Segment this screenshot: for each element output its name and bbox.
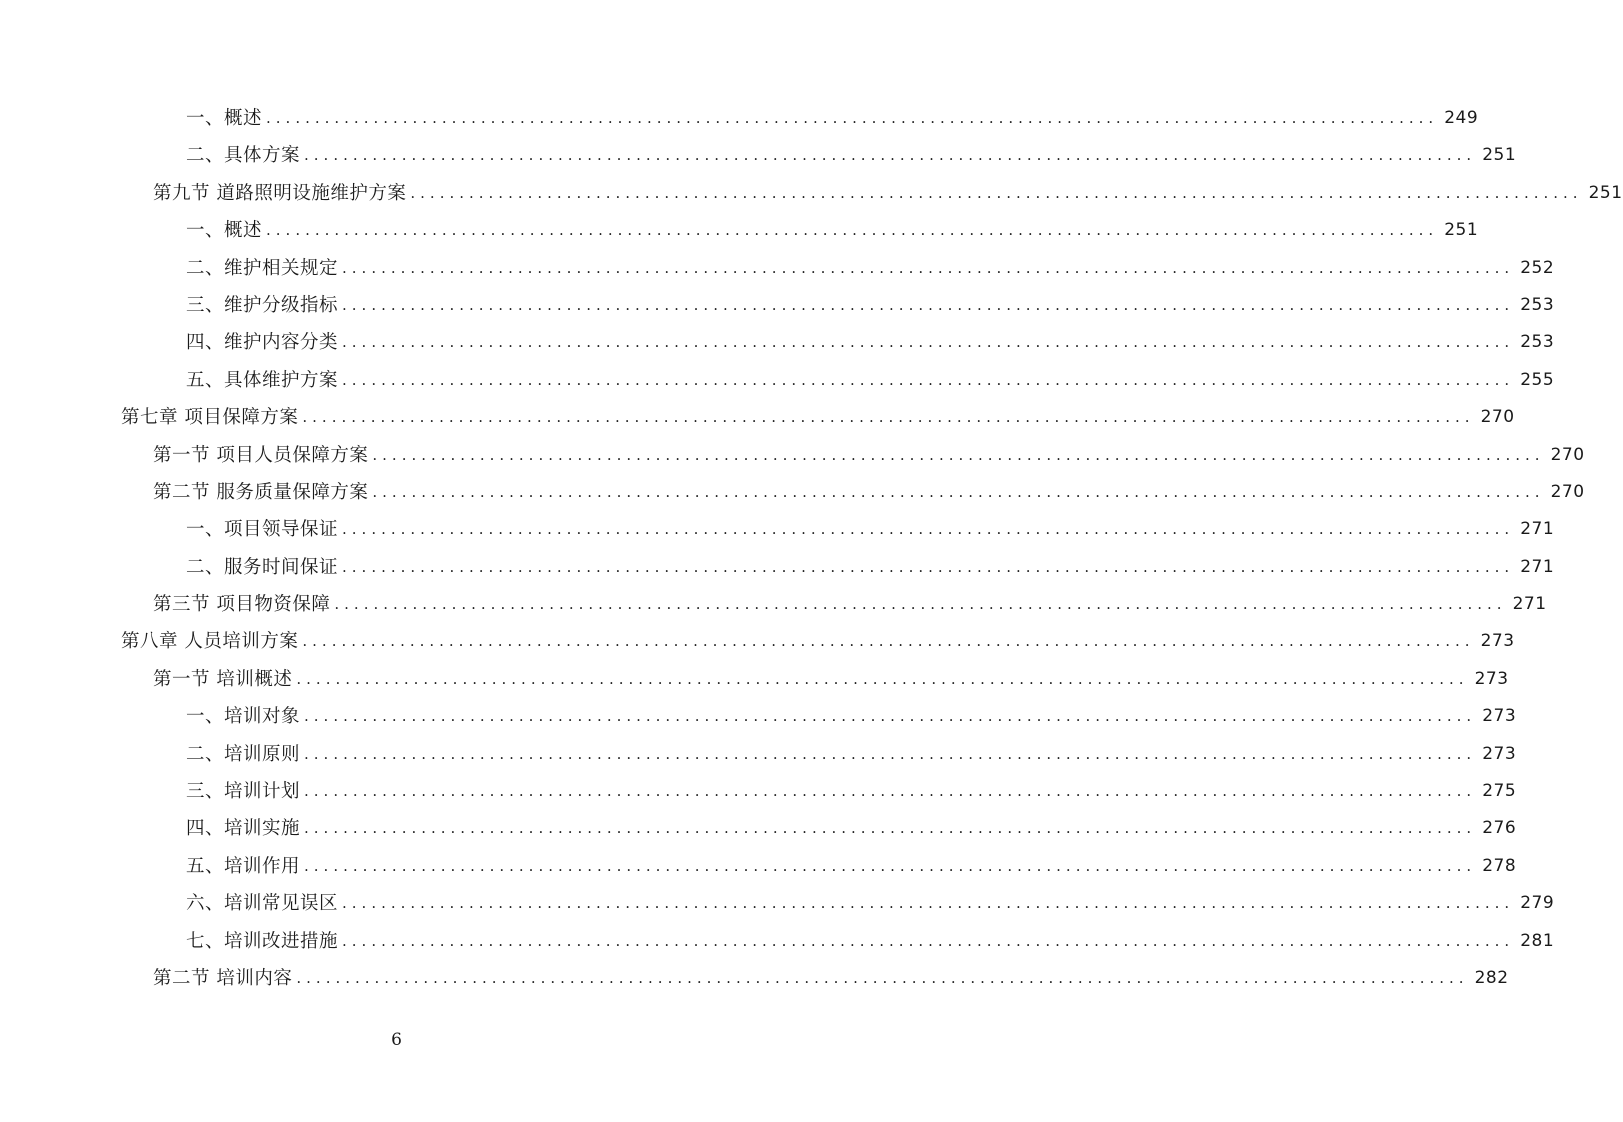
toc-entry-title: 三、维护分级指标 [186,294,339,316]
toc-entry-page-number: 251 [1588,182,1623,203]
toc-entry[interactable] [0,100,1479,137]
toc-entry-line [186,736,1517,773]
toc-entry-page-number: 282 [1474,967,1509,988]
toc-entry-page-number: 251 [1482,145,1517,166]
toc-entry-line [153,474,1585,511]
toc-entry-title: 一、概述 [186,108,263,129]
toc-dot-leader: ........................................................................................................................ [302,408,1475,427]
toc-entry-line [186,100,1479,137]
toc-dot-leader: ........................................................................................................................ [334,595,1507,614]
toc-entry[interactable] [0,324,1555,361]
toc-dot-leader: ........................................................................................................................ [304,707,1477,726]
toc-entry[interactable] [0,362,1555,399]
toc-entry[interactable] [0,885,1555,922]
toc-entry-line [153,661,1509,698]
toc-entry[interactable] [0,923,1555,960]
toc-entry-line [186,885,1555,922]
toc-entry-page-number: 276 [1482,818,1517,839]
toc-entry-line [186,212,1479,249]
toc-entry-line [186,549,1555,586]
toc-entry[interactable] [0,511,1555,548]
toc-entry-title: 四、维护内容分类 [186,332,339,354]
toc-dot-leader: ........................................................................................................................ [342,258,1515,277]
toc-entry-page-number: 249 [1444,108,1479,128]
toc-entry-page-number: 253 [1520,332,1555,353]
toc-dot-leader: ........................................................................................................................ [342,557,1515,576]
toc-dot-leader: ........................................................................................................................ [372,445,1545,464]
toc-entry-title: 第一节 培训概述 [153,668,293,690]
toc-entry-line [121,399,1515,436]
toc-entry-line [121,623,1515,660]
toc-entry-page-number: 271 [1520,519,1555,540]
toc-entry[interactable] [0,399,1515,436]
toc-entry-title: 五、具体维护方案 [186,369,339,391]
toc-entry-title: 第九节 道路照明设施维护方案 [153,182,407,204]
toc-entry-page-number: 270 [1550,444,1585,465]
toc-entry-line [153,586,1547,623]
toc-entry-line [153,437,1585,474]
toc-entry[interactable] [0,437,1585,474]
toc-entry[interactable] [0,848,1517,885]
toc-dot-leader: ........................................................................................................................ [266,221,1439,240]
toc-dot-leader: ........................................................................................................................ [342,894,1515,913]
toc-entry-page-number: 273 [1474,668,1509,689]
toc-entry-line [186,324,1555,361]
toc-dot-leader: ........................................................................................................................ [342,370,1515,389]
toc-entry-page-number: 279 [1520,893,1555,914]
toc-entry[interactable] [0,549,1555,586]
toc-entry[interactable] [0,137,1517,174]
toc-entry-line [186,810,1517,847]
toc-dot-leader: ........................................................................................................................ [304,819,1477,838]
toc-entry[interactable] [0,250,1555,287]
toc-entry-line [186,362,1555,399]
toc-dot-leader: ........................................................................................................................ [410,183,1583,202]
toc-entry[interactable] [0,960,1509,997]
toc-dot-leader: ........................................................................................................................ [302,632,1475,651]
page-number: 6 [391,1030,402,1050]
toc-dot-leader: ........................................................................................................................ [296,968,1469,987]
toc-entry-page-number: 275 [1482,781,1517,802]
toc-entry[interactable] [0,586,1547,623]
toc-dot-leader: ........................................................................................................................ [304,782,1477,801]
toc-entry-line [186,137,1517,174]
toc-dot-leader: ........................................................................................................................ [266,109,1439,127]
toc-entry-line [153,175,1623,212]
toc-entry[interactable] [0,773,1517,810]
toc-entry-page-number: 271 [1520,556,1555,577]
toc-entry-page-number: 273 [1482,743,1517,764]
toc-entry-title: 第二节 培训内容 [153,967,293,989]
toc-entry-page-number: 271 [1512,594,1547,615]
toc-entry-title: 三、培训计划 [186,781,301,803]
table-of-contents [0,100,1623,997]
toc-entry-title: 五、培训作用 [186,855,301,877]
toc-dot-leader: ........................................................................................................................ [342,931,1515,950]
toc-entry-page-number: 281 [1520,930,1555,951]
toc-entry-title: 四、培训实施 [186,818,301,840]
toc-dot-leader: ........................................................................................................................ [342,295,1515,314]
toc-entry[interactable] [0,661,1509,698]
toc-entry-line [186,773,1517,810]
toc-entry[interactable] [0,175,1623,212]
toc-entry-page-number: 253 [1520,294,1555,315]
toc-entry-page-number: 255 [1520,369,1555,390]
toc-entry-line [186,923,1555,960]
toc-entry[interactable] [0,698,1517,735]
toc-dot-leader: ........................................................................................................................ [304,856,1477,875]
toc-dot-leader: ........................................................................................................................ [372,482,1545,501]
toc-entry-title: 第八章 人员培训方案 [121,631,299,653]
toc-dot-leader: ........................................................................................................................ [296,669,1469,688]
toc-entry-line [186,698,1517,735]
toc-dot-leader: ........................................................................................................................ [342,520,1515,539]
toc-entry-title: 一、项目领导保证 [186,519,339,541]
toc-entry-page-number: 251 [1444,220,1479,241]
toc-entry-page-number: 278 [1482,855,1517,876]
toc-entry-title: 二、培训原则 [186,743,301,765]
toc-entry-title: 二、维护相关规定 [186,257,339,279]
toc-entry[interactable] [0,287,1555,324]
toc-entry-line [186,848,1517,885]
toc-dot-leader: ........................................................................................................................ [342,333,1515,352]
toc-entry-page-number: 273 [1480,631,1515,652]
toc-entry-title: 第七章 项目保障方案 [121,407,299,429]
toc-entry-title: 一、概述 [186,220,263,242]
toc-entry[interactable] [0,474,1585,511]
toc-entry-title: 二、具体方案 [186,145,301,167]
toc-dot-leader: ........................................................................................................................ [304,146,1477,165]
toc-entry-page-number: 270 [1550,481,1585,502]
toc-entry-title: 第三节 项目物资保障 [153,594,331,616]
toc-entry-line [186,250,1555,287]
toc-entry-page-number: 273 [1482,706,1517,727]
toc-entry[interactable] [0,623,1515,660]
toc-entry-line [186,511,1555,548]
toc-entry-line [186,287,1555,324]
toc-entry[interactable] [0,212,1479,249]
toc-entry[interactable] [0,810,1517,847]
toc-entry-line [153,960,1509,997]
toc-entry-title: 第二节 服务质量保障方案 [153,481,369,503]
toc-entry-page-number: 252 [1520,257,1555,278]
toc-entry[interactable] [0,736,1517,773]
toc-entry-title: 七、培训改进措施 [186,930,339,952]
toc-dot-leader: ........................................................................................................................ [304,744,1477,763]
toc-entry-title: 第一节 项目人员保障方案 [153,444,369,466]
toc-entry-title: 六、培训常见误区 [186,893,339,915]
toc-entry-page-number: 270 [1480,407,1515,428]
toc-entry-title: 二、服务时间保证 [186,556,339,578]
toc-entry-title: 一、培训对象 [186,706,301,728]
